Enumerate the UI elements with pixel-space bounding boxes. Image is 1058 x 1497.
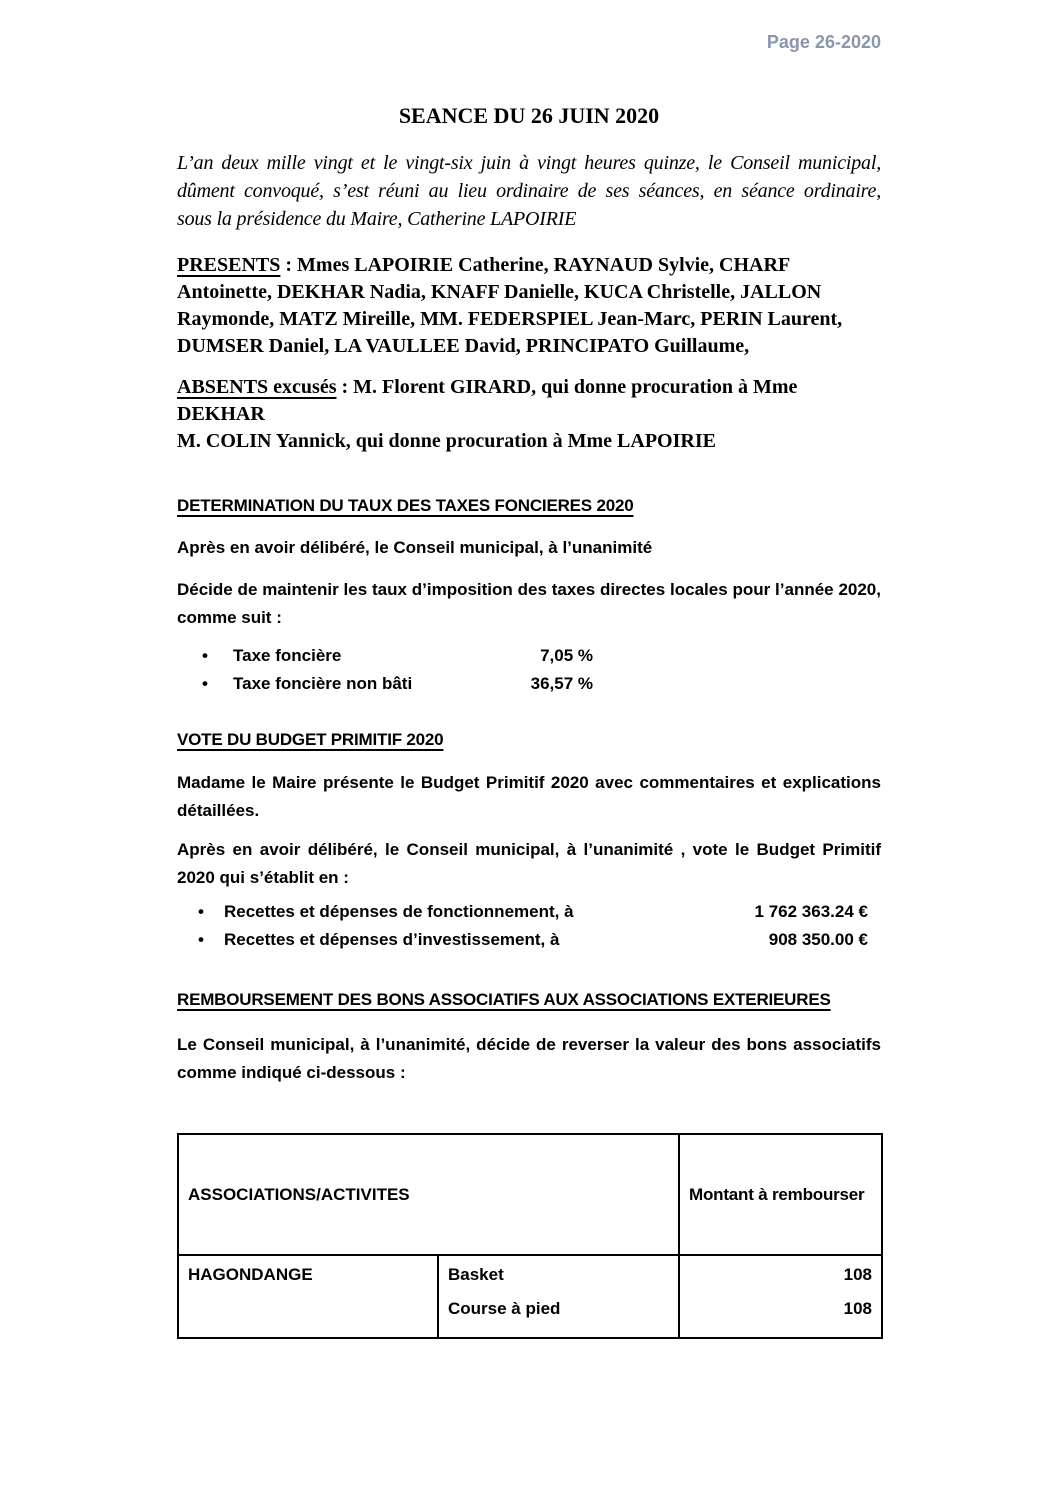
budget-paragraph-vote: Après en avoir délibéré, le Conseil municipal, à l’unanimité , vote le Budget Primitif 2020 qui s’établit en : [177, 840, 881, 887]
budget-amount-value: 908 350.00 € [768, 930, 868, 949]
tax-label: Taxe foncière [233, 646, 342, 665]
amount-value: 108 [843, 1299, 872, 1318]
absents-line: M. COLIN Yannick, qui donne procuration à Mme LAPOIRIE [177, 430, 716, 452]
presents-line: Antoinette, DEKHAR Nadia, KNAFF Danielle, KUCA Christelle, JALLON [177, 281, 822, 303]
presents-label: PRESENTS [177, 254, 281, 276]
header-cell-associations: ASSOCIATIONS/ACTIVITES [178, 1134, 679, 1255]
activities-cell [438, 1255, 679, 1338]
section-heading-taxes-text: DETERMINATION DU TAUX DES TAXES FONCIERES 2020 [177, 496, 634, 515]
bullet-icon: • [202, 674, 208, 693]
section-heading-remboursement-text: REMBOURSEMENT DES BONS ASSOCIATIFS AUX ASSOCIATIONS EXTERIEURES [177, 990, 831, 1009]
presents-paragraph [177, 252, 881, 360]
list-item [177, 670, 881, 698]
remboursement-paragraph: Le Conseil municipal, à l’unanimité, décide de reverser la valeur des bons associatifs comme indiqué ci-dessous : [177, 1035, 881, 1082]
presents-label-suffix: : Mmes LAPOIRIE Catherine, RAYNAUD Sylvie, CHARF [280, 254, 791, 276]
list-item [177, 642, 881, 670]
budget-amount-value: 1 762 363.24 € [754, 902, 868, 921]
absents-label: ABSENTS excusés [177, 376, 337, 398]
absents-paragraph [177, 374, 881, 455]
taxes-paragraph-deliberation: Après en avoir délibéré, le Conseil municipal, à l’unanimité [177, 538, 653, 557]
list-item [177, 898, 881, 926]
tax-rate-value: 7,05 % [540, 646, 593, 665]
activity-label: Basket [448, 1265, 504, 1284]
bullet-icon: • [198, 930, 204, 949]
presents-line [177, 252, 881, 279]
budget-amounts-list [177, 898, 881, 954]
section-heading-remboursement [177, 988, 881, 1012]
intro-line: sous la présidence du Maire, Catherine LAPOIRIE [177, 208, 577, 230]
page-number: Page 26-2020 [766, 32, 881, 52]
intro-line: L’an deux mille vingt et le vingt-six juin à vingt heures quinze, le Conseil municipal, [177, 152, 881, 174]
header-cell-amount: Montant à rembourser [679, 1134, 882, 1255]
bullet-icon: • [198, 902, 204, 921]
taxes-paragraph-decision: Décide de maintenir les taux d’imposition des taxes directes locales pour l’année 2020, comme suit : [177, 580, 881, 627]
amount-value: 108 [843, 1265, 872, 1284]
section-heading-taxes [177, 494, 881, 518]
list-item [177, 926, 881, 954]
reimbursement-table [177, 1133, 883, 1339]
budget-paragraph-presentation: Madame le Maire présente le Budget Primitif 2020 avec commentaires et explications détaillées. [177, 773, 881, 820]
table-row [178, 1255, 882, 1338]
tax-label: Taxe foncière non bâti [233, 674, 413, 693]
table-header-row [178, 1134, 882, 1255]
absents-label-suffix: : M. Florent GIRARD, qui donne procuration à Mme [336, 376, 798, 398]
activity-label: Course à pied [448, 1299, 561, 1318]
budget-label: Recettes et dépenses de fonctionnement, à [224, 902, 574, 921]
meeting-title: SEANCE DU 26 JUIN 2020 [398, 103, 660, 128]
section-heading-budget-text: VOTE DU BUDGET PRIMITIF 2020 [177, 730, 444, 749]
intro-paragraph [177, 149, 881, 233]
association-cell: HAGONDANGE [178, 1255, 438, 1338]
tax-rates-list [177, 642, 881, 698]
bullet-icon: • [202, 646, 208, 665]
absents-line: DEKHAR [177, 403, 265, 425]
tax-rate-value: 36,57 % [530, 674, 593, 693]
budget-label: Recettes et dépenses d’investissement, à [224, 930, 560, 949]
presents-line: Raymonde, MATZ Mireille, MM. FEDERSPIEL Jean-Marc, PERIN Laurent, [177, 308, 843, 330]
absents-line [177, 374, 881, 401]
intro-line: dûment convoqué, s’est réuni au lieu ordinaire de ses séances, en séance ordinaire, [177, 180, 881, 202]
presents-line: DUMSER Daniel, LA VAULLEE David, PRINCIPATO Guillaume, [177, 335, 750, 357]
section-heading-budget [177, 728, 881, 752]
amounts-cell [679, 1255, 882, 1338]
